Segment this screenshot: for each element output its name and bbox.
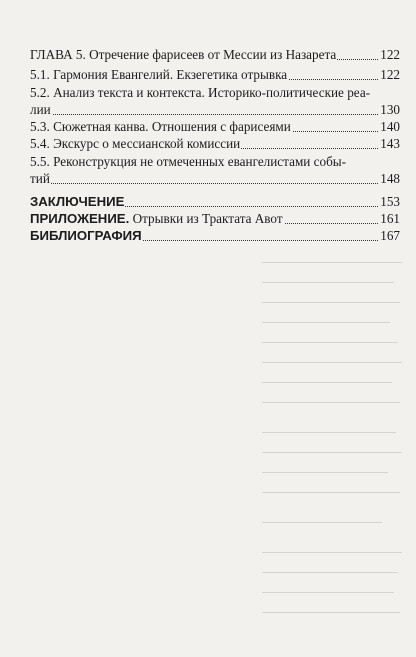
toc-page-number: 148 xyxy=(380,171,400,186)
toc-entry-title: лии xyxy=(30,102,51,117)
show-through-line xyxy=(262,322,390,323)
toc-page-number: 122 xyxy=(380,47,400,62)
show-through-line xyxy=(262,402,400,403)
toc-entry-title: ГЛАВА 5. Отречение фарисеев от Мессии из Назарета xyxy=(30,47,337,62)
toc-entry-chapter-5 xyxy=(30,47,400,63)
toc-entry-5-2-line1: 5.2. Анализ текста и контекста. Историко-политические реа- xyxy=(30,85,371,100)
toc-entry-5-5-line1: 5.5. Реконструкция не отмеченных евангелистами собы- xyxy=(30,154,347,169)
toc-entry-5-1 xyxy=(30,67,400,83)
toc-entry-5-3 xyxy=(30,119,400,135)
toc-page-number: 153 xyxy=(380,194,400,209)
show-through-line xyxy=(262,552,402,553)
show-through-line xyxy=(262,432,396,433)
toc-entry-title: БИБЛИОГРАФИЯ xyxy=(30,228,142,243)
show-through-line xyxy=(262,522,382,523)
toc-entry-title: ЗАКЛЮЧЕНИЕ xyxy=(30,194,125,209)
toc-entry-5-5 xyxy=(30,171,400,187)
dot-leader xyxy=(30,183,400,184)
show-through-line xyxy=(262,342,398,343)
show-through-line xyxy=(262,362,402,363)
toc-entry-title: 5.4. Экскурс о мессианской комиссии xyxy=(30,136,241,151)
appendix-text: Отрывки из Трактата Авот xyxy=(129,211,283,226)
show-through-line xyxy=(262,492,400,493)
toc-entry-title xyxy=(30,211,284,226)
dot-leader xyxy=(30,114,400,115)
toc-page-number: 161 xyxy=(380,211,400,226)
toc-entry-appendix xyxy=(30,211,400,227)
toc-entry-title: тий xyxy=(30,171,50,186)
toc-page-number: 122 xyxy=(380,67,400,82)
show-through-line xyxy=(262,262,402,263)
show-through-line xyxy=(262,612,400,613)
show-through-line xyxy=(262,592,394,593)
toc-entry-conclusion xyxy=(30,194,400,210)
show-through-line xyxy=(262,452,402,453)
toc-entry-5-2 xyxy=(30,102,400,118)
show-through-line xyxy=(262,472,388,473)
show-through-line xyxy=(262,302,400,303)
appendix-label: ПРИЛОЖЕНИЕ. xyxy=(30,211,130,226)
show-through-line xyxy=(262,572,398,573)
toc-page-number: 167 xyxy=(380,228,400,243)
toc-page-number: 130 xyxy=(380,102,400,117)
toc-entry-bibliography xyxy=(30,228,400,244)
toc-page-number: 140 xyxy=(380,119,400,134)
toc-entry-title: 5.3. Сюжетная канва. Отношения с фарисеями xyxy=(30,119,291,134)
toc-entry-title: 5.1. Гармония Евангелий. Екзегетика отрывка xyxy=(30,67,288,82)
toc-page-number: 143 xyxy=(380,136,400,151)
show-through-line xyxy=(262,282,394,283)
toc-entry-5-4 xyxy=(30,136,400,152)
show-through-line xyxy=(262,382,392,383)
